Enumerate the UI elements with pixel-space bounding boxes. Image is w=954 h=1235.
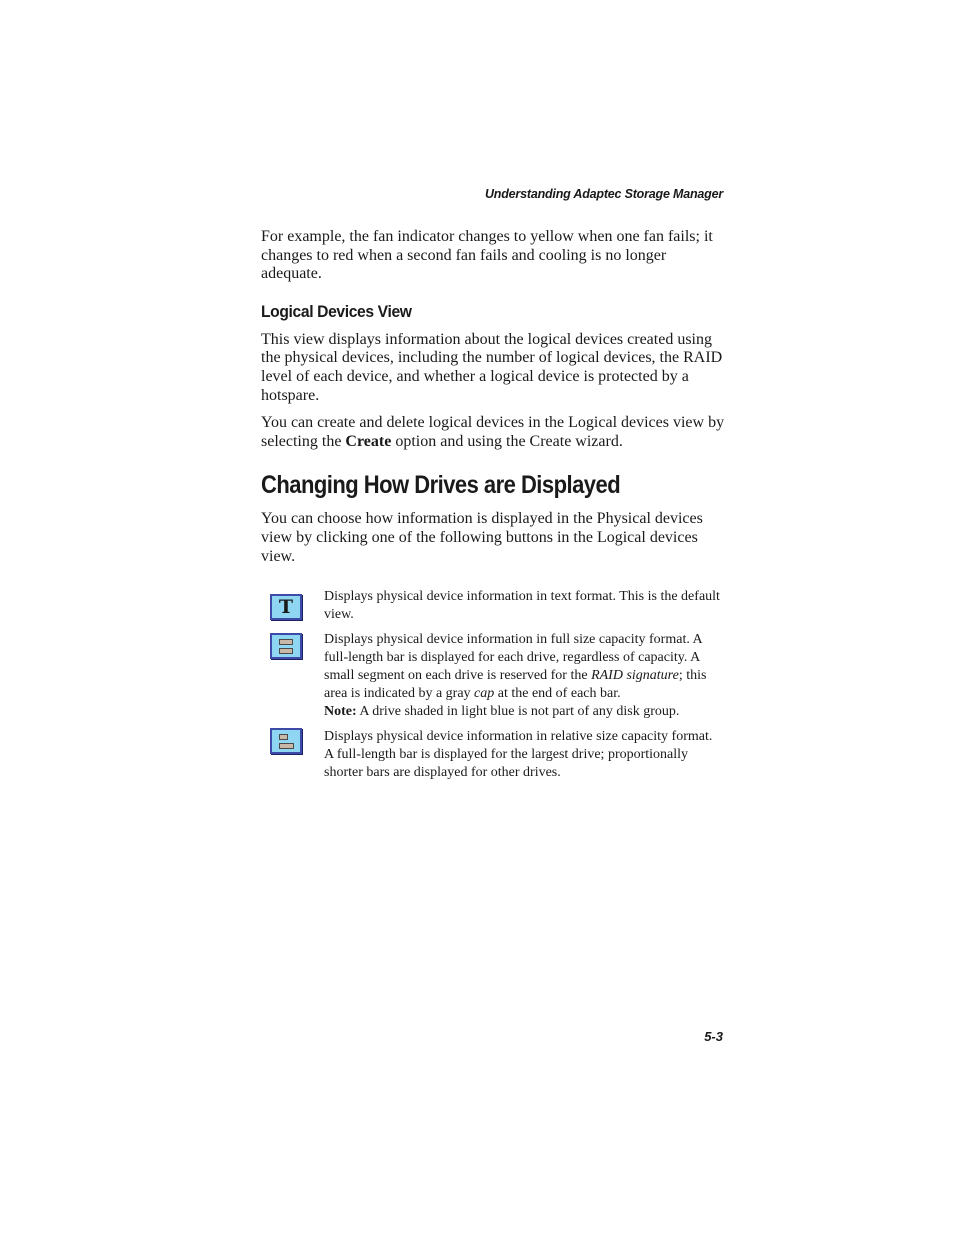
- changing-display-paragraph: You can choose how information is displayed in the Physical devices view by clicking one of the following buttons in the Logical devices view.: [261, 510, 703, 565]
- logical-devices-view-heading: Logical Devices View: [261, 301, 412, 321]
- relative-size-capacity-icon[interactable]: [270, 728, 302, 754]
- logical-devices-paragraph-2: You can create and delete logical devices in the Logical devices view by selecting the Create option and using the Create wizard.: [261, 414, 725, 450]
- create-option-label: Create: [345, 432, 392, 450]
- text-format-row: [261, 588, 727, 624]
- relative-size-row: [261, 728, 727, 782]
- intro-paragraph: For example, the fan indicator changes to yellow when one fan fails; it changes to red when a second fan fails and cooling is no longer adequate.: [261, 228, 713, 283]
- full-size-row: [261, 631, 727, 721]
- logical-devices-paragraph-1: This view displays information about the logical devices created using the physical devices, including the number of logical devices, the RAID level of each device, and whether a logical device is protected by a hotspare.: [261, 330, 723, 404]
- running-header: Understanding Adaptec Storage Manager: [484, 187, 723, 201]
- full-size-capacity-icon[interactable]: [270, 633, 302, 659]
- page-number: 5-3: [704, 1029, 723, 1044]
- display-button-list: [261, 588, 727, 782]
- relative-size-description: Displays physical device information in relative size capacity format. A full-length bar is displayed for the largest drive; proportionally shorter bars are displayed for other drives.: [324, 729, 713, 781]
- text-format-icon[interactable]: [270, 594, 302, 620]
- page-content: [261, 228, 727, 789]
- note-label: Note:: [324, 704, 357, 720]
- full-size-description: Displays physical device information in full size capacity format. A full-length bar is displayed for each drive, regardless of capacity. A small segment on each drive is reserved for the RAID signature; this area is indicated by a gray cap at the end of each bar. Note: A drive shaded in light blue is not part of any disk group.: [324, 632, 707, 720]
- text-format-description: Displays physical device information in text format. This is the default view.: [324, 589, 720, 623]
- changing-display-heading: Changing How Drives are Displayed: [261, 471, 621, 500]
- text-format-glyph: T: [278, 595, 294, 618]
